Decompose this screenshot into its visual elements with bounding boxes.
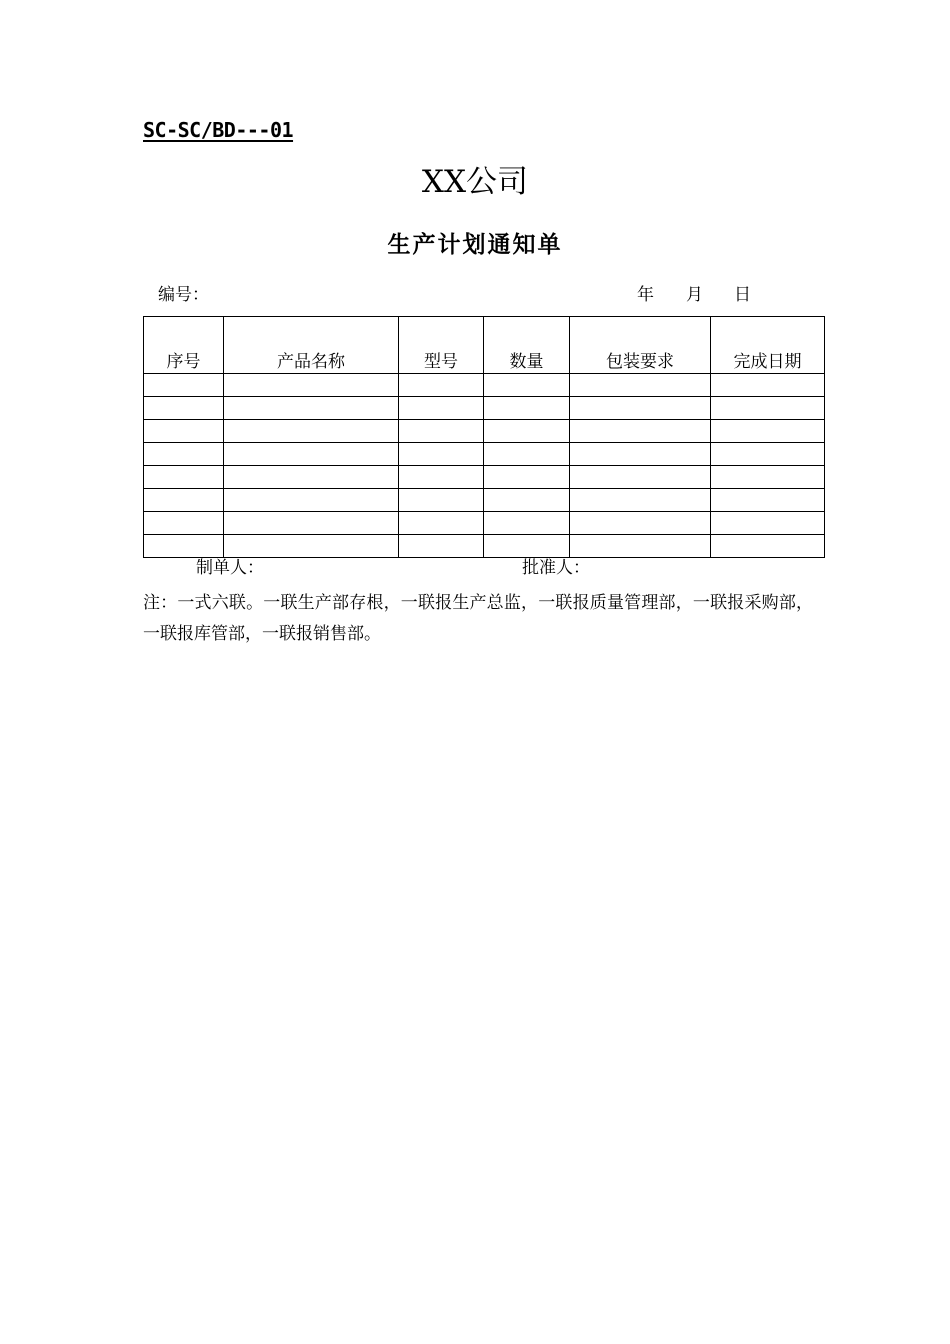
table-cell[interactable] <box>399 374 484 397</box>
table-cell[interactable] <box>570 443 711 466</box>
table-row <box>144 535 825 558</box>
table-cell[interactable] <box>484 535 570 558</box>
table-cell[interactable] <box>144 535 224 558</box>
header-quantity: 数量 <box>484 317 570 374</box>
day-label: 日 <box>734 285 751 305</box>
table-cell[interactable] <box>711 489 825 512</box>
table-cell[interactable] <box>399 535 484 558</box>
table-cell[interactable] <box>484 443 570 466</box>
table-cell[interactable] <box>570 489 711 512</box>
table-cell[interactable] <box>224 535 399 558</box>
table-cell[interactable] <box>484 489 570 512</box>
number-label: 编号： <box>158 285 209 305</box>
table-cell[interactable] <box>711 443 825 466</box>
table-row <box>144 397 825 420</box>
table-cell[interactable] <box>570 535 711 558</box>
header-packaging-requirements: 包装要求 <box>570 317 711 374</box>
table-cell[interactable] <box>144 466 224 489</box>
header-product-name: 产品名称 <box>224 317 399 374</box>
table-cell[interactable] <box>711 397 825 420</box>
table-cell[interactable] <box>711 420 825 443</box>
table-cell[interactable] <box>484 397 570 420</box>
table-cell[interactable] <box>144 420 224 443</box>
table-cell[interactable] <box>570 374 711 397</box>
table-row <box>144 443 825 466</box>
table-cell[interactable] <box>711 466 825 489</box>
table-row <box>144 466 825 489</box>
header-model: 型号 <box>399 317 484 374</box>
distribution-note: 注：一式六联。一联生产部存根，一联报生产总监，一联报质量管理部，一联报采购部，一联报库管部，一联报销售部。 <box>143 593 813 644</box>
table-cell[interactable] <box>224 374 399 397</box>
table-cell[interactable] <box>570 420 711 443</box>
table-cell[interactable] <box>224 397 399 420</box>
table-cell[interactable] <box>399 512 484 535</box>
table-row <box>144 374 825 397</box>
table-cell[interactable] <box>224 420 399 443</box>
table-row <box>144 489 825 512</box>
table-cell[interactable] <box>144 374 224 397</box>
table-cell[interactable] <box>224 489 399 512</box>
production-plan-table <box>143 316 825 558</box>
table-cell[interactable] <box>399 420 484 443</box>
table-cell[interactable] <box>224 443 399 466</box>
month-label: 月 <box>686 285 703 305</box>
table-body <box>144 374 825 558</box>
table-cell[interactable] <box>570 466 711 489</box>
table-cell[interactable] <box>399 466 484 489</box>
table-cell[interactable] <box>711 535 825 558</box>
header-serial-number: 序号 <box>144 317 224 374</box>
form-title: 生产计划通知单 <box>387 232 563 258</box>
table-cell[interactable] <box>570 512 711 535</box>
table-cell[interactable] <box>144 512 224 535</box>
table-cell[interactable] <box>144 489 224 512</box>
table-cell[interactable] <box>144 443 224 466</box>
table-row <box>144 512 825 535</box>
header-completion-date: 完成日期 <box>711 317 825 374</box>
table-cell[interactable] <box>484 374 570 397</box>
preparer-label: 制单人： <box>196 558 264 578</box>
table-cell[interactable] <box>484 512 570 535</box>
company-name: XX公司 <box>421 164 529 200</box>
table-cell[interactable] <box>224 512 399 535</box>
table-header-row <box>144 317 825 374</box>
table-cell[interactable] <box>144 397 224 420</box>
approver-label: 批准人： <box>522 558 590 578</box>
table-cell[interactable] <box>399 397 484 420</box>
table-cell[interactable] <box>399 443 484 466</box>
year-label: 年 <box>637 285 654 305</box>
table-cell[interactable] <box>484 420 570 443</box>
table-row <box>144 420 825 443</box>
table-cell[interactable] <box>399 489 484 512</box>
table-cell[interactable] <box>711 374 825 397</box>
table-cell[interactable] <box>570 397 711 420</box>
table-cell[interactable] <box>484 466 570 489</box>
table-cell[interactable] <box>224 466 399 489</box>
table-cell[interactable] <box>711 512 825 535</box>
document-code: SC-SC/BD---01 <box>143 118 294 142</box>
